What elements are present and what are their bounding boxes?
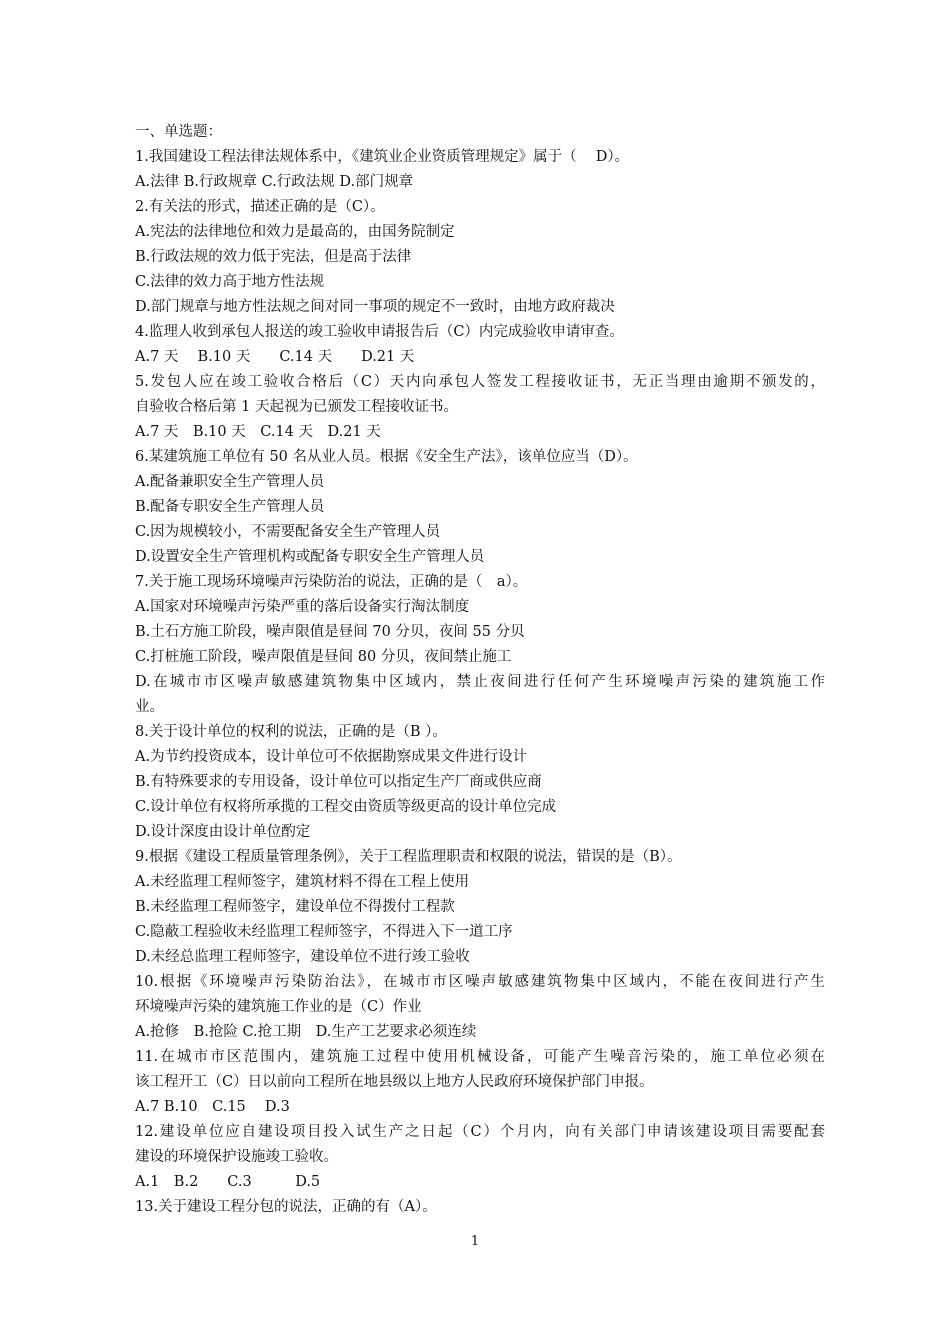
text-line: B.配备专职安全生产管理人员 — [135, 499, 325, 515]
text-line: A.7 B.10 C.15 D.3 — [135, 1099, 290, 1115]
text-line: 一、单选题： — [135, 124, 222, 140]
text-line: C.打桩施工阶段，噪声限值是昼间 80 分贝，夜间禁止施工 — [135, 649, 512, 665]
page-number: 1 — [470, 1234, 480, 1249]
text-line: A.1 B.2 C.3 D.5 — [135, 1174, 321, 1190]
text-line: 11.在城市市区范围内，建筑施工过程中使用机械设备，可能产生噪音污染的，施工单位必须在 — [135, 1049, 825, 1065]
text-line: C.设计单位有权将所承揽的工程交由资质等级更高的设计单位完成 — [135, 799, 557, 815]
text-line: 环境噪声污染的建筑施工作业的是（C）作业 — [135, 999, 422, 1015]
text-line: A.抢修 B.抢险 C.抢工期 D.生产工艺要求必须连续 — [135, 1024, 477, 1040]
text-line: 7.关于施工现场环境噪声污染防治的说法，正确的是（ a）。 — [135, 574, 528, 590]
text-line: 8.关于设计单位的权利的说法，正确的是（B ）。 — [135, 724, 447, 740]
text-line: 6.某建筑施工单位有 50 名从业人员。根据《安全生产法》，该单位应当（D）。 — [135, 449, 638, 465]
text-line: 13.关于建设工程分包的说法，正确的有（A）。 — [135, 1199, 437, 1215]
text-line: C.法律的效力高于地方性法规 — [135, 274, 325, 290]
text-line: 2.有关法的形式，描述正确的是（C）。 — [135, 199, 385, 215]
text-line: D.设置安全生产管理机构或配备专职安全生产管理人员 — [135, 549, 485, 565]
text-line: B.土石方施工阶段，噪声限值是昼间 70 分贝，夜间 55 分贝 — [135, 624, 525, 640]
text-line: 10.根据《环境噪声污染防治法》，在城市市区噪声敏感建筑物集中区域内，不能在夜间进行产生 — [135, 974, 825, 990]
text-line: 业。 — [135, 699, 164, 715]
text-line: 9.根据《建设工程质量管理条例》，关于工程监理职责和权限的说法，错误的是（B）。 — [135, 849, 682, 865]
text-line: C.因为规模较小，不需要配备安全生产管理人员 — [135, 524, 441, 540]
text-line: C.隐蔽工程验收未经监理工程师签字，不得进入下一道工序 — [135, 924, 513, 940]
text-line: 4.监理人收到承包人报送的竣工验收申请报告后（C）内完成验收申请审查。 — [135, 324, 624, 340]
text-line: 建设的环境保护设施竣工验收。 — [135, 1149, 338, 1165]
text-line: D.设计深度由设计单位酌定 — [135, 824, 311, 840]
text-line: A.国家对环境噪声污染严重的落后设备实行淘汰制度 — [135, 599, 470, 615]
text-line: A.7 天 B.10 天 C.14 天 D.21 天 — [135, 424, 381, 440]
text-line: 自验收合格后第 1 天起视为已颁发工程接收证书。 — [135, 399, 458, 415]
document-body — [135, 120, 825, 1220]
text-line: 12.建设单位应自建设项目投入试生产之日起（C）个月内，向有关部门申请该建设项目需要配套 — [135, 1124, 825, 1140]
text-line: B.有特殊要求的专用设备，设计单位可以指定生产厂商或供应商 — [135, 774, 542, 790]
text-line: D.部门规章与地方性法规之间对同一事项的规定不一致时，由地方政府裁决 — [135, 299, 615, 315]
text-line: A.为节约投资成本，设计单位可不依据勘察成果文件进行设计 — [135, 749, 528, 765]
text-line: D.未经总监理工程师签字，建设单位不进行竣工验收 — [135, 949, 470, 965]
text-line: B.行政法规的效力低于宪法，但是高于法律 — [135, 249, 412, 265]
text-line: A.未经监理工程师签字，建筑材料不得在工程上使用 — [135, 874, 470, 890]
text-line: A.配备兼职安全生产管理人员 — [135, 474, 325, 490]
text-line: 5.发包人应在竣工验收合格后（C）天内向承包人签发工程接收证书，无正当理由逾期不颁发的， — [135, 374, 825, 390]
text-line: A.7 天 B.10 天 C.14 天 D.21 天 — [135, 349, 415, 365]
text-line: 该工程开工（C）日以前向工程所在地县级以上地方人民政府环境保护部门申报。 — [135, 1074, 654, 1090]
text-line: A.法律 B.行政规章 C.行政法规 D.部门规章 — [135, 174, 414, 190]
text-line: B.未经监理工程师签字，建设单位不得拨付工程款 — [135, 899, 455, 915]
text-line: D.在城市市区噪声敏感建筑物集中区域内，禁止夜间进行任何产生环境噪声污染的建筑施工作 — [135, 674, 825, 690]
text-line: 1.我国建设工程法律法规体系中，《建筑业企业资质管理规定》属于（ D）。 — [135, 149, 630, 165]
text-line: A.宪法的法律地位和效力是最高的，由国务院制定 — [135, 224, 455, 240]
